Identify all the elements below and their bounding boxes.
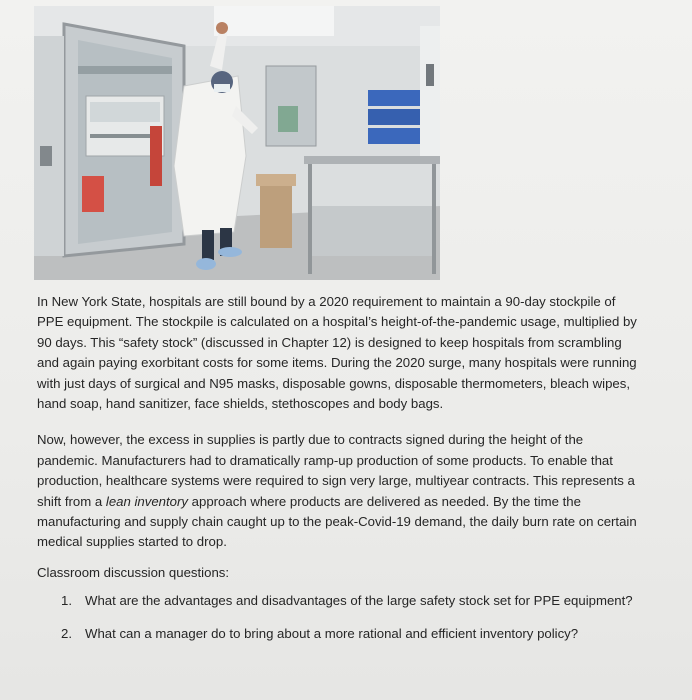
paragraph-1: In New York State, hospitals are still bound by a 2020 requirement to maintain a 90-day stockpile of PPE equipment. The stockpile is calculated on a hospital’s height-of-the-pandemic usage, multiplied by 90 days. This “safety stock” (discussed in Chapter 12) is designed to keep hospitals from scrambling and again paying exorbitant costs for some items. During the 2020 surge, many hospitals were running with just days of surgical and N95 masks, disposable gowns, disposable thermometers, bleach wipes, hand soap, hand sanitizer, face shields, stethoscopes and body bags. [37,294,637,412]
question-number: 1. [61,593,72,609]
discussion-heading: Classroom discussion questions: [37,564,230,580]
article-text [37,292,637,656]
question-text: What can a manager do to bring about a more rational and efficient inventory policy? [85,625,579,641]
lab-photo [34,6,440,280]
paragraph-2-part-2: approach where products are delivered as needed. By the time the manufacturing and supply chain caught up to the peak-Covid-19 demand, the daily burn rate on certain medical supplies started to drop. [37,493,637,550]
lean-inventory-term: lean inventory [105,493,188,509]
question-number: 2. [61,625,72,641]
discussion-question-list [37,591,637,644]
discussion-question [37,624,637,644]
paragraph-2-part-1: Now, however, the excess in supplies is partly due to contracts signed during the height of the pandemic. Manufacturers had to dramatically ramp-up production of some products. To enable that production, healthcare systems were required to sign very large, multiyear contracts. This represents a shift from a [37,432,635,509]
paragraph-2 [37,430,637,552]
question-text: What are the advantages and disadvantages of the large safety stock set for PPE equipment? [85,593,633,609]
discussion-question [37,591,637,611]
